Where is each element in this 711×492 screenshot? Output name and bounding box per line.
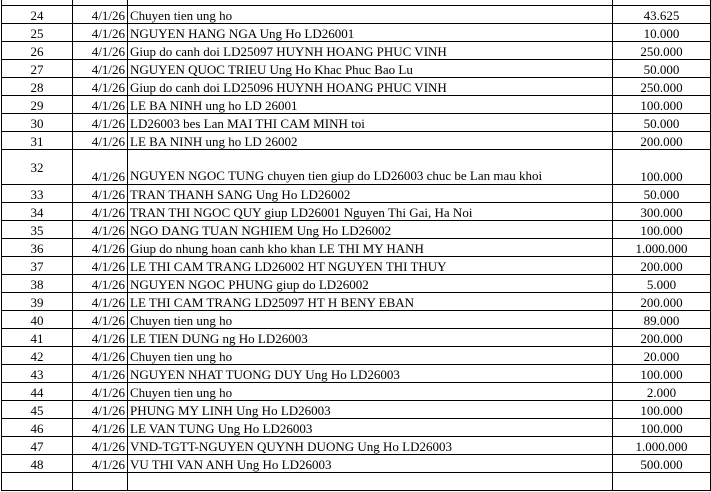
table-row [2, 347, 711, 365]
row-date-cell: 4/1/26 [73, 221, 128, 239]
table-row [2, 275, 711, 293]
row-date-cell: 4/1/26 [73, 311, 128, 329]
row-content-cell: LE BA NINH ung ho LD 26002 [128, 132, 613, 150]
row-amount-cell: 1.000.000 [613, 239, 711, 257]
table-row [2, 473, 711, 491]
row-amount-cell: 10.000 [613, 24, 711, 42]
row-content-cell: LD26003 bes Lan MAI THI CAM MINH toi [128, 114, 613, 132]
row-number-cell: 26 [2, 42, 73, 60]
row-number-cell: 35 [2, 221, 73, 239]
row-content-cell: VND-TGTT-NGUYEN QUYNH DUONG Ung Ho LD26003 [128, 437, 613, 455]
row-content-cell: NGUYEN QUOC TRIEU Ung Ho Khac Phuc Bao Lu [128, 60, 613, 78]
row-amount-cell: 50.000 [613, 114, 711, 132]
row-number-cell: 42 [2, 347, 73, 365]
row-content-cell: PHUNG MY LINH Ung Ho LD26003 [128, 401, 613, 419]
table-row [2, 78, 711, 96]
row-amount-cell: 100.000 [613, 401, 711, 419]
row-amount-cell: 250.000 [613, 42, 711, 60]
row-content-cell: TRAN THANH SANG Ung Ho LD26002 [128, 185, 613, 203]
row-number-cell: 31 [2, 132, 73, 150]
row-content-cell: LE BA NINH ung ho LD 26001 [128, 96, 613, 114]
row-amount-cell: 5.000 [613, 275, 711, 293]
row-number-cell: 39 [2, 293, 73, 311]
row-amount-cell: 20.000 [613, 347, 711, 365]
row-content-cell: NGUYEN NGOC TUNG chuyen tien giup do LD26003 chuc be Lan mau khoi [128, 150, 613, 185]
row-date-cell: 4/1/26 [73, 6, 128, 24]
row-date-cell: 4/1/26 [73, 132, 128, 150]
table-row [2, 114, 711, 132]
row-date-cell: 4/1/26 [73, 24, 128, 42]
row-amount-cell: 100.000 [613, 221, 711, 239]
row-content-cell: Chuyen tien ung ho [128, 311, 613, 329]
table-row [2, 6, 711, 24]
row-date-cell: 4/1/26 [73, 96, 128, 114]
table-row [2, 150, 711, 185]
row-amount-cell: 43.625 [613, 6, 711, 24]
row-content-cell: Chuyen tien ung ho [128, 6, 613, 24]
row-number-cell: 36 [2, 239, 73, 257]
row-content-cell: Chuyen tien ung ho [128, 347, 613, 365]
row-content-cell: LE TIEN DUNG ng Ho LD26003 [128, 329, 613, 347]
row-amount-cell: 50.000 [613, 185, 711, 203]
row-date-cell: 4/1/26 [73, 114, 128, 132]
row-content-cell: Giup do canh doi LD25096 HUYNH HOANG PHUC VINH [128, 78, 613, 96]
row-number-cell [2, 473, 73, 491]
row-date-cell: 4/1/26 [73, 257, 128, 275]
row-date-cell: 4/1/26 [73, 347, 128, 365]
row-number-cell: 41 [2, 329, 73, 347]
row-date-cell: 4/1/26 [73, 437, 128, 455]
table-row [2, 257, 711, 275]
row-content-cell: LE VAN TUNG Ung Ho LD26003 [128, 419, 613, 437]
row-number-cell: 30 [2, 114, 73, 132]
row-amount-cell [613, 473, 711, 491]
row-number-cell: 37 [2, 257, 73, 275]
row-date-cell: 4/1/26 [73, 455, 128, 473]
table-row [2, 60, 711, 78]
row-number-cell: 34 [2, 203, 73, 221]
row-amount-cell: 200.000 [613, 329, 711, 347]
row-content-cell: LE THI CAM TRANG LD26002 HT NGUYEN THI THUY [128, 257, 613, 275]
row-date-cell: 4/1/26 [73, 239, 128, 257]
table-row [2, 185, 711, 203]
row-amount-cell: 300.000 [613, 203, 711, 221]
row-number-cell: 45 [2, 401, 73, 419]
row-amount-cell: 100.000 [613, 365, 711, 383]
row-content-cell: Giup do canh doi LD25097 HUYNH HOANG PHUC VINH [128, 42, 613, 60]
row-content-cell: NGUYEN HANG NGA Ung Ho LD26001 [128, 24, 613, 42]
row-date-cell: 4/1/26 [73, 275, 128, 293]
row-amount-cell: 1.000.000 [613, 437, 711, 455]
row-content-cell: Chuyen tien ung ho [128, 383, 613, 401]
donation-table-body [2, 0, 711, 491]
table-row [2, 437, 711, 455]
row-amount-cell: 100.000 [613, 150, 711, 185]
row-amount-cell: 500.000 [613, 455, 711, 473]
row-date-cell: 4/1/26 [73, 383, 128, 401]
row-date-cell: 4/1/26 [73, 365, 128, 383]
row-content-cell: Giup do nhung hoan canh kho khan LE THI MY HANH [128, 239, 613, 257]
row-number-cell: 46 [2, 419, 73, 437]
row-content-cell: TRAN THI NGOC QUY giup LD26001 Nguyen Thi Gai, Ha Noi [128, 203, 613, 221]
row-content-cell [128, 473, 613, 491]
row-date-cell: 4/1/26 [73, 203, 128, 221]
donation-table [1, 0, 711, 491]
row-number-cell: 29 [2, 96, 73, 114]
row-number-cell: 40 [2, 311, 73, 329]
row-content-cell: VU THI VAN ANH Ung Ho LD26003 [128, 455, 613, 473]
row-number-cell: 25 [2, 24, 73, 42]
row-date-cell: 4/1/26 [73, 60, 128, 78]
row-date-cell: 4/1/26 [73, 419, 128, 437]
table-row [2, 132, 711, 150]
row-content-cell: NGUYEN NGOC PHUNG giup do LD26002 [128, 275, 613, 293]
table-row [2, 221, 711, 239]
row-content-cell: NGO DANG TUAN NGHIEM Ung Ho LD26002 [128, 221, 613, 239]
row-content-cell: NGUYEN NHAT TUONG DUY Ung Ho LD26003 [128, 365, 613, 383]
row-date-cell: 4/1/26 [73, 185, 128, 203]
row-number-cell: 33 [2, 185, 73, 203]
row-amount-cell: 100.000 [613, 419, 711, 437]
row-number-cell: 32 [2, 150, 73, 185]
table-row [2, 365, 711, 383]
row-number-cell: 44 [2, 383, 73, 401]
row-amount-cell: 100.000 [613, 96, 711, 114]
row-number-cell: 48 [2, 455, 73, 473]
row-date-cell: 4/1/26 [73, 293, 128, 311]
row-number-cell: 47 [2, 437, 73, 455]
row-amount-cell: 50.000 [613, 60, 711, 78]
row-date-cell [73, 473, 128, 491]
row-amount-cell: 200.000 [613, 257, 711, 275]
table-row [2, 239, 711, 257]
row-number-cell: 28 [2, 78, 73, 96]
row-number-cell: 27 [2, 60, 73, 78]
row-date-cell: 4/1/26 [73, 329, 128, 347]
row-amount-cell: 200.000 [613, 293, 711, 311]
row-date-cell: 4/1/26 [73, 78, 128, 96]
table-row [2, 293, 711, 311]
row-number-cell: 38 [2, 275, 73, 293]
table-row [2, 329, 711, 347]
row-date-cell: 4/1/26 [73, 42, 128, 60]
row-date-cell: 4/1/26 [73, 150, 128, 185]
table-row [2, 455, 711, 473]
row-number-cell: 24 [2, 6, 73, 24]
table-row [2, 311, 711, 329]
table-row [2, 401, 711, 419]
row-amount-cell: 200.000 [613, 132, 711, 150]
row-content-cell: LE THI CAM TRANG LD25097 HT H BENY EBAN [128, 293, 613, 311]
table-row [2, 203, 711, 221]
table-row [2, 96, 711, 114]
row-amount-cell: 2.000 [613, 383, 711, 401]
table-row [2, 419, 711, 437]
table-row [2, 383, 711, 401]
row-amount-cell: 250.000 [613, 78, 711, 96]
row-date-cell: 4/1/26 [73, 401, 128, 419]
row-amount-cell: 89.000 [613, 311, 711, 329]
table-row [2, 24, 711, 42]
row-number-cell: 43 [2, 365, 73, 383]
table-row [2, 42, 711, 60]
